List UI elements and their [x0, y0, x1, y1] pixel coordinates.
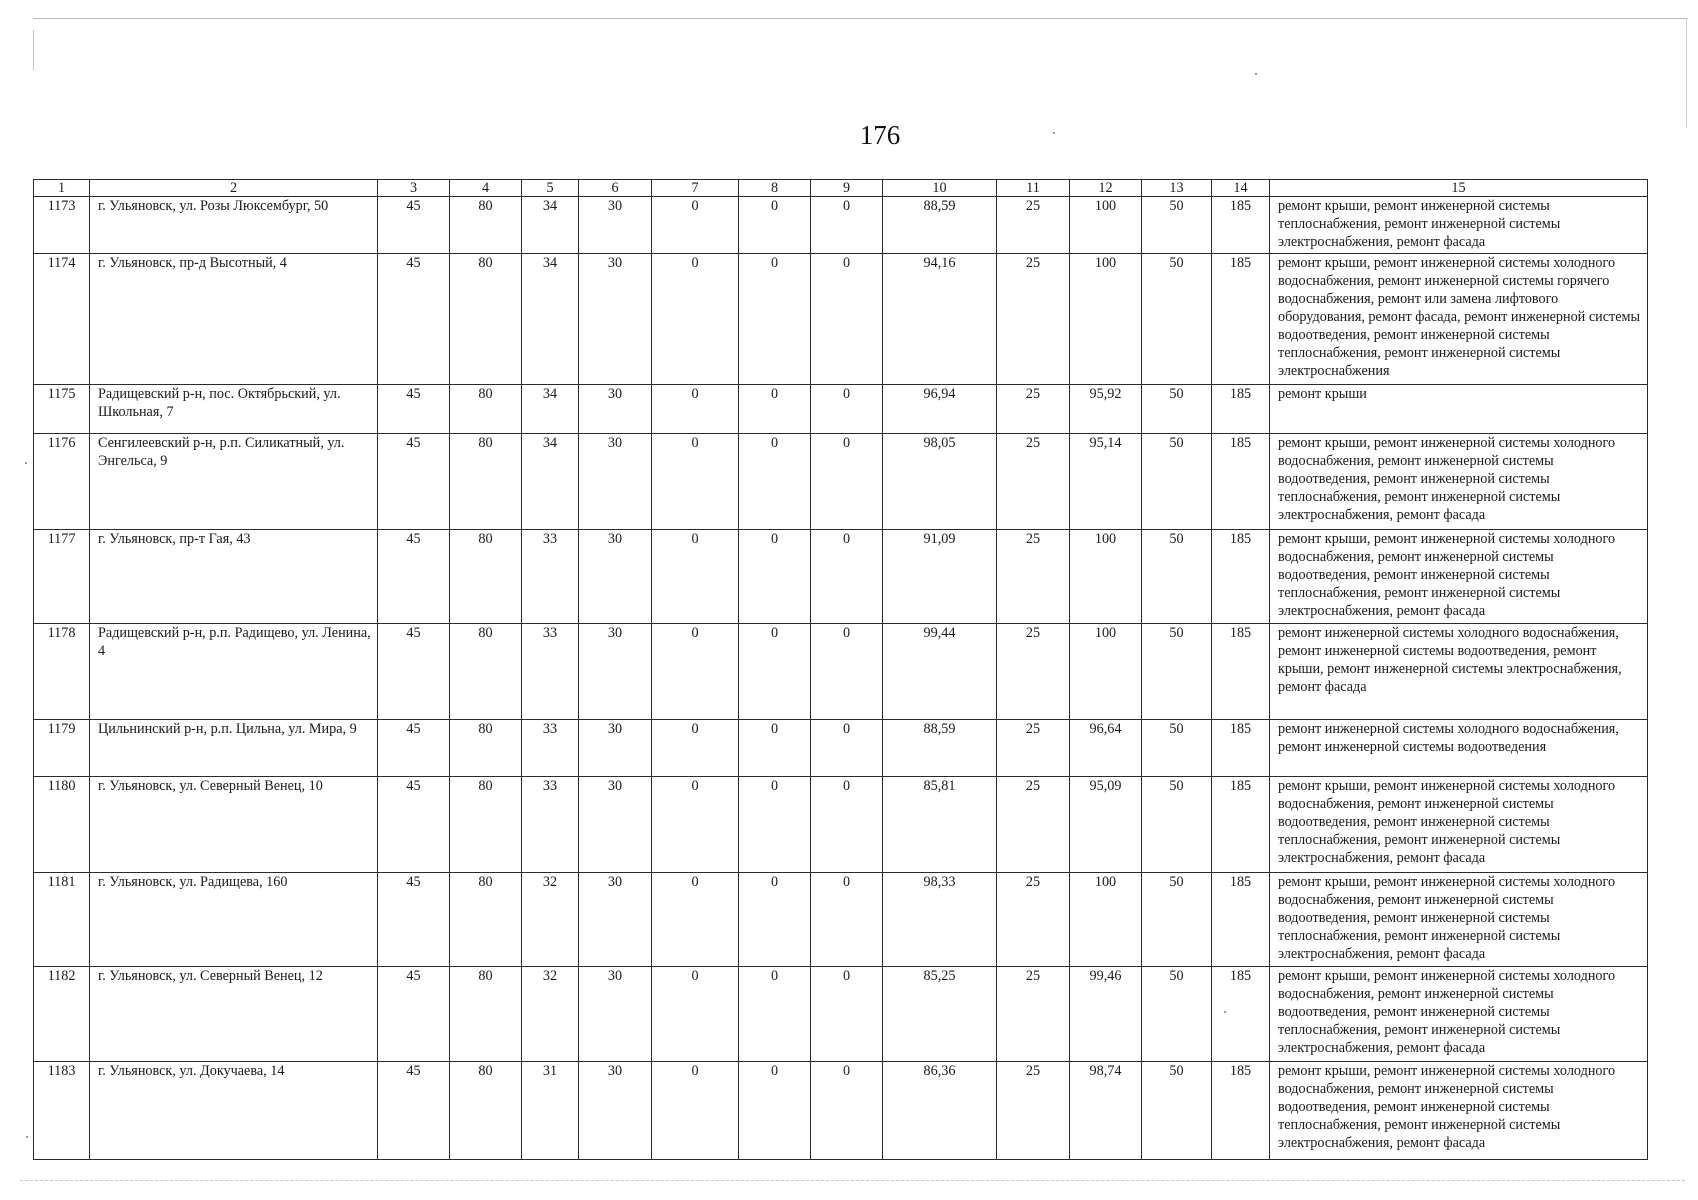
register-table	[33, 179, 1648, 1160]
value-cell-c11: 25	[997, 720, 1070, 777]
value-cell-c9: 0	[811, 873, 883, 967]
repair-works-cell: ремонт крыши	[1270, 385, 1648, 434]
address-cell: г. Ульяновск, пр-т Гая, 43	[90, 530, 378, 624]
value-cell-c6: 30	[579, 1062, 652, 1160]
value-cell-c12: 100	[1070, 530, 1142, 624]
column-number-header: 8	[739, 180, 811, 197]
value-cell-c9: 0	[811, 197, 883, 254]
row-number-cell: 1183	[34, 1062, 90, 1160]
value-cell-c14: 185	[1212, 385, 1270, 434]
repair-works-cell: ремонт крыши, ремонт инженерной системы холодного водоснабжения, ремонт инженерной системы водоотведения, ремонт инженерной системы теплоснабжения, ремонт инженерной системы электроснабжения, ремонт фасада	[1270, 530, 1648, 624]
value-cell-c13: 50	[1142, 1062, 1212, 1160]
column-number-header: 5	[522, 180, 579, 197]
table-row	[34, 385, 1648, 434]
value-cell-c5: 34	[522, 197, 579, 254]
value-cell-c11: 25	[997, 624, 1070, 720]
column-number-header: 4	[450, 180, 522, 197]
value-cell-c9: 0	[811, 967, 883, 1062]
value-cell-c4: 80	[450, 197, 522, 254]
value-cell-c8: 0	[739, 624, 811, 720]
value-cell-c6: 30	[579, 873, 652, 967]
value-cell-c14: 185	[1212, 777, 1270, 873]
value-cell-c5: 32	[522, 873, 579, 967]
value-cell-c11: 25	[997, 530, 1070, 624]
value-cell-c5: 34	[522, 385, 579, 434]
page-number: 176	[859, 120, 901, 150]
value-cell-c13: 50	[1142, 254, 1212, 385]
value-cell-c14: 185	[1212, 624, 1270, 720]
column-number-header: 14	[1212, 180, 1270, 197]
value-cell-c8: 0	[739, 1062, 811, 1160]
column-number-header: 13	[1142, 180, 1212, 197]
value-cell-c9: 0	[811, 777, 883, 873]
repair-works-cell: ремонт инженерной системы холодного водоснабжения, ремонт инженерной системы водоотведения	[1270, 720, 1648, 777]
table-row	[34, 720, 1648, 777]
value-cell-c8: 0	[739, 385, 811, 434]
column-number-row	[34, 180, 1648, 197]
address-cell: г. Ульяновск, ул. Северный Венец, 12	[90, 967, 378, 1062]
row-number-cell: 1173	[34, 197, 90, 254]
scan-speck	[1255, 73, 1257, 75]
address-cell: г. Ульяновск, ул. Розы Люксембург, 50	[90, 197, 378, 254]
value-cell-c9: 0	[811, 530, 883, 624]
value-cell-c11: 25	[997, 873, 1070, 967]
value-cell-c3: 45	[378, 720, 450, 777]
value-cell-c11: 25	[997, 777, 1070, 873]
value-cell-c5: 32	[522, 967, 579, 1062]
row-number-cell: 1177	[34, 530, 90, 624]
scan-frame-left-edge	[33, 30, 34, 70]
value-cell-c9: 0	[811, 434, 883, 530]
scan-frame-bottom-edge	[20, 1180, 1685, 1181]
value-cell-c10: 88,59	[883, 720, 997, 777]
row-number-cell: 1180	[34, 777, 90, 873]
table-row	[34, 1062, 1648, 1160]
value-cell-c6: 30	[579, 720, 652, 777]
value-cell-c14: 185	[1212, 530, 1270, 624]
value-cell-c5: 31	[522, 1062, 579, 1160]
repair-works-cell: ремонт крыши, ремонт инженерной системы теплоснабжения, ремонт инженерной системы электроснабжения, ремонт фасада	[1270, 197, 1648, 254]
value-cell-c3: 45	[378, 873, 450, 967]
address-cell: Радищевский р-н, пос. Октябрьский, ул. Школьная, 7	[90, 385, 378, 434]
value-cell-c12: 95,14	[1070, 434, 1142, 530]
address-cell: Сенгилеевский р-н, р.п. Силикатный, ул. Энгельса, 9	[90, 434, 378, 530]
value-cell-c10: 96,94	[883, 385, 997, 434]
value-cell-c12: 95,92	[1070, 385, 1142, 434]
value-cell-c10: 98,33	[883, 873, 997, 967]
table-row	[34, 197, 1648, 254]
address-cell: Цильнинский р-н, р.п. Цильна, ул. Мира, 9	[90, 720, 378, 777]
value-cell-c14: 185	[1212, 873, 1270, 967]
repair-works-cell: ремонт крыши, ремонт инженерной системы холодного водоснабжения, ремонт инженерной системы горячего водоснабжения, ремонт или замена лифтового оборудования, ремонт фасада, ремонт инженерной системы водоотведения, ремонт инженерной системы теплоснабжения, ремонт инженерной системы электроснабжения	[1270, 254, 1648, 385]
value-cell-c10: 98,05	[883, 434, 997, 530]
value-cell-c13: 50	[1142, 197, 1212, 254]
value-cell-c5: 33	[522, 624, 579, 720]
value-cell-c4: 80	[450, 624, 522, 720]
column-number-header: 12	[1070, 180, 1142, 197]
value-cell-c14: 185	[1212, 254, 1270, 385]
value-cell-c13: 50	[1142, 873, 1212, 967]
table-row	[34, 873, 1648, 967]
table-row	[34, 530, 1648, 624]
value-cell-c9: 0	[811, 385, 883, 434]
value-cell-c8: 0	[739, 197, 811, 254]
value-cell-c10: 85,81	[883, 777, 997, 873]
value-cell-c8: 0	[739, 873, 811, 967]
value-cell-c7: 0	[652, 197, 739, 254]
value-cell-c4: 80	[450, 530, 522, 624]
value-cell-c4: 80	[450, 1062, 522, 1160]
value-cell-c13: 50	[1142, 967, 1212, 1062]
address-cell: Радищевский р-н, р.п. Радищево, ул. Ленина, 4	[90, 624, 378, 720]
value-cell-c6: 30	[579, 967, 652, 1062]
column-number-header: 11	[997, 180, 1070, 197]
value-cell-c6: 30	[579, 197, 652, 254]
value-cell-c14: 185	[1212, 1062, 1270, 1160]
row-number-cell: 1182	[34, 967, 90, 1062]
value-cell-c12: 96,64	[1070, 720, 1142, 777]
row-number-cell: 1181	[34, 873, 90, 967]
value-cell-c14: 185	[1212, 197, 1270, 254]
address-cell: г. Ульяновск, ул. Докучаева, 14	[90, 1062, 378, 1160]
value-cell-c13: 50	[1142, 777, 1212, 873]
value-cell-c7: 0	[652, 385, 739, 434]
value-cell-c13: 50	[1142, 720, 1212, 777]
value-cell-c8: 0	[739, 254, 811, 385]
address-cell: г. Ульяновск, пр-д Высотный, 4	[90, 254, 378, 385]
value-cell-c12: 100	[1070, 624, 1142, 720]
value-cell-c7: 0	[652, 254, 739, 385]
value-cell-c4: 80	[450, 720, 522, 777]
value-cell-c12: 95,09	[1070, 777, 1142, 873]
value-cell-c6: 30	[579, 434, 652, 530]
value-cell-c9: 0	[811, 1062, 883, 1160]
table-row	[34, 254, 1648, 385]
value-cell-c9: 0	[811, 720, 883, 777]
value-cell-c7: 0	[652, 720, 739, 777]
repair-works-cell: ремонт крыши, ремонт инженерной системы холодного водоснабжения, ремонт инженерной системы водоотведения, ремонт инженерной системы теплоснабжения, ремонт инженерной системы электроснабжения, ремонт фасада	[1270, 777, 1648, 873]
address-cell: г. Ульяновск, ул. Северный Венец, 10	[90, 777, 378, 873]
column-number-header: 10	[883, 180, 997, 197]
value-cell-c4: 80	[450, 777, 522, 873]
value-cell-c7: 0	[652, 967, 739, 1062]
value-cell-c10: 91,09	[883, 530, 997, 624]
value-cell-c5: 33	[522, 530, 579, 624]
scan-frame-right-edge	[1686, 18, 1687, 128]
value-cell-c14: 185	[1212, 720, 1270, 777]
value-cell-c7: 0	[652, 873, 739, 967]
value-cell-c9: 0	[811, 254, 883, 385]
value-cell-c11: 25	[997, 197, 1070, 254]
value-cell-c11: 25	[997, 434, 1070, 530]
value-cell-c4: 80	[450, 254, 522, 385]
table-body	[34, 197, 1648, 1160]
value-cell-c7: 0	[652, 1062, 739, 1160]
value-cell-c13: 50	[1142, 385, 1212, 434]
value-cell-c10: 86,36	[883, 1062, 997, 1160]
column-number-header: 7	[652, 180, 739, 197]
value-cell-c11: 25	[997, 1062, 1070, 1160]
column-number-header: 3	[378, 180, 450, 197]
value-cell-c7: 0	[652, 777, 739, 873]
repair-works-cell: ремонт крыши, ремонт инженерной системы холодного водоснабжения, ремонт инженерной системы водоотведения, ремонт инженерной системы теплоснабжения, ремонт инженерной системы электроснабжения, ремонт фасада	[1270, 967, 1648, 1062]
value-cell-c12: 100	[1070, 873, 1142, 967]
value-cell-c3: 45	[378, 254, 450, 385]
row-number-cell: 1176	[34, 434, 90, 530]
value-cell-c4: 80	[450, 873, 522, 967]
value-cell-c6: 30	[579, 624, 652, 720]
value-cell-c3: 45	[378, 777, 450, 873]
value-cell-c4: 80	[450, 967, 522, 1062]
table-row	[34, 624, 1648, 720]
scan-frame-top-edge	[33, 18, 1688, 19]
value-cell-c4: 80	[450, 434, 522, 530]
value-cell-c12: 100	[1070, 197, 1142, 254]
value-cell-c8: 0	[739, 967, 811, 1062]
repair-works-cell: ремонт крыши, ремонт инженерной системы холодного водоснабжения, ремонт инженерной системы водоотведения, ремонт инженерной системы теплоснабжения, ремонт инженерной системы электроснабжения, ремонт фасада	[1270, 873, 1648, 967]
table-row	[34, 777, 1648, 873]
value-cell-c6: 30	[579, 530, 652, 624]
value-cell-c3: 45	[378, 197, 450, 254]
table-row	[34, 967, 1648, 1062]
value-cell-c11: 25	[997, 254, 1070, 385]
scan-speck	[26, 1136, 28, 1138]
column-number-header: 1	[34, 180, 90, 197]
value-cell-c7: 0	[652, 434, 739, 530]
column-number-header: 9	[811, 180, 883, 197]
value-cell-c3: 45	[378, 434, 450, 530]
value-cell-c11: 25	[997, 385, 1070, 434]
value-cell-c10: 88,59	[883, 197, 997, 254]
value-cell-c7: 0	[652, 624, 739, 720]
value-cell-c3: 45	[378, 385, 450, 434]
value-cell-c11: 25	[997, 967, 1070, 1062]
value-cell-c7: 0	[652, 530, 739, 624]
address-cell: г. Ульяновск, ул. Радищева, 160	[90, 873, 378, 967]
row-number-cell: 1174	[34, 254, 90, 385]
value-cell-c13: 50	[1142, 434, 1212, 530]
value-cell-c10: 85,25	[883, 967, 997, 1062]
value-cell-c9: 0	[811, 624, 883, 720]
value-cell-c6: 30	[579, 385, 652, 434]
value-cell-c5: 34	[522, 434, 579, 530]
row-number-cell: 1178	[34, 624, 90, 720]
scan-speck	[25, 462, 27, 464]
value-cell-c14: 185	[1212, 967, 1270, 1062]
value-cell-c12: 99,46	[1070, 967, 1142, 1062]
value-cell-c13: 50	[1142, 530, 1212, 624]
value-cell-c8: 0	[739, 720, 811, 777]
repair-works-cell: ремонт крыши, ремонт инженерной системы холодного водоснабжения, ремонт инженерной системы водоотведения, ремонт инженерной системы теплоснабжения, ремонт инженерной системы электроснабжения, ремонт фасада	[1270, 1062, 1648, 1160]
repair-works-cell: ремонт инженерной системы холодного водоснабжения, ремонт инженерной системы водоотведения, ремонт крыши, ремонт инженерной системы электроснабжения, ремонт фасада	[1270, 624, 1648, 720]
value-cell-c4: 80	[450, 385, 522, 434]
value-cell-c3: 45	[378, 530, 450, 624]
value-cell-c10: 94,16	[883, 254, 997, 385]
row-number-cell: 1175	[34, 385, 90, 434]
value-cell-c8: 0	[739, 777, 811, 873]
column-number-header: 2	[90, 180, 378, 197]
value-cell-c12: 100	[1070, 254, 1142, 385]
value-cell-c3: 45	[378, 624, 450, 720]
value-cell-c5: 33	[522, 720, 579, 777]
value-cell-c10: 99,44	[883, 624, 997, 720]
column-number-header: 15	[1270, 180, 1648, 197]
value-cell-c8: 0	[739, 530, 811, 624]
table-row	[34, 434, 1648, 530]
value-cell-c14: 185	[1212, 434, 1270, 530]
value-cell-c12: 98,74	[1070, 1062, 1142, 1160]
value-cell-c8: 0	[739, 434, 811, 530]
repair-works-cell: ремонт крыши, ремонт инженерной системы холодного водоснабжения, ремонт инженерной системы водоотведения, ремонт инженерной системы теплоснабжения, ремонт инженерной системы электроснабжения, ремонт фасада	[1270, 434, 1648, 530]
value-cell-c6: 30	[579, 254, 652, 385]
value-cell-c5: 33	[522, 777, 579, 873]
value-cell-c13: 50	[1142, 624, 1212, 720]
column-number-header: 6	[579, 180, 652, 197]
value-cell-c3: 45	[378, 967, 450, 1062]
value-cell-c5: 34	[522, 254, 579, 385]
value-cell-c3: 45	[378, 1062, 450, 1160]
value-cell-c6: 30	[579, 777, 652, 873]
row-number-cell: 1179	[34, 720, 90, 777]
